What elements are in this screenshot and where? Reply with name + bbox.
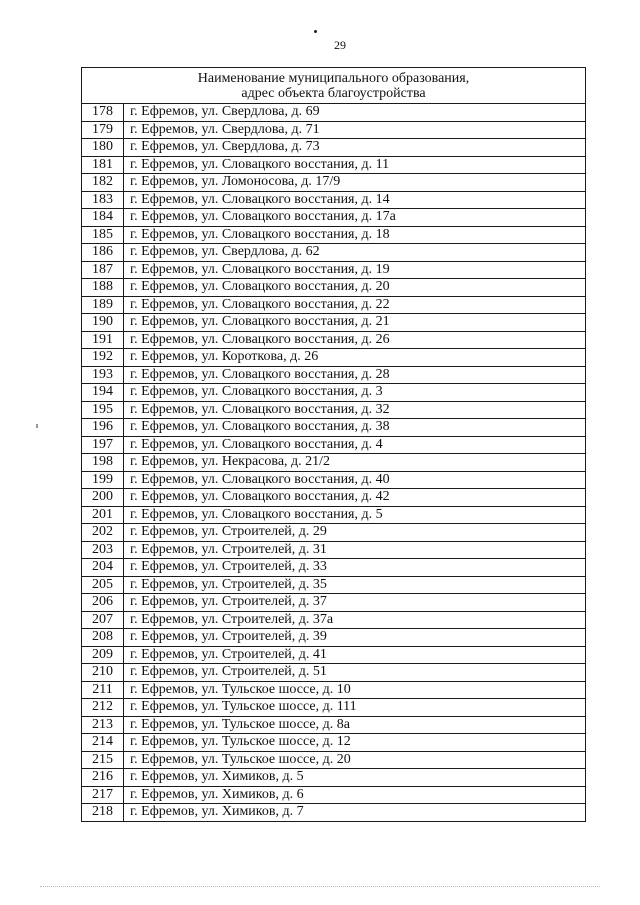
table-row bbox=[82, 471, 586, 489]
row-address: г. Ефремов, ул. Словацкого восстания, д. 22 bbox=[124, 296, 586, 314]
row-address: г. Ефремов, ул. Строителей, д. 37а bbox=[124, 611, 586, 629]
row-number: 180 bbox=[82, 139, 124, 157]
table-row bbox=[82, 384, 586, 402]
table-row bbox=[82, 209, 586, 227]
row-number: 190 bbox=[82, 314, 124, 332]
table-row bbox=[82, 419, 586, 437]
row-number: 212 bbox=[82, 699, 124, 717]
table-header-row bbox=[82, 68, 586, 104]
row-address: г. Ефремов, ул. Свердлова, д. 73 bbox=[124, 139, 586, 157]
row-number: 199 bbox=[82, 471, 124, 489]
row-number: 198 bbox=[82, 454, 124, 472]
table-row bbox=[82, 156, 586, 174]
table-row bbox=[82, 261, 586, 279]
table-row bbox=[82, 121, 586, 139]
row-address: г. Ефремов, ул. Словацкого восстания, д. 5 bbox=[124, 506, 586, 524]
row-number: 211 bbox=[82, 681, 124, 699]
address-table bbox=[81, 67, 586, 822]
scan-dot-mark bbox=[314, 30, 317, 33]
table-body bbox=[82, 104, 586, 822]
table-row bbox=[82, 716, 586, 734]
row-number: 191 bbox=[82, 331, 124, 349]
table-row bbox=[82, 314, 586, 332]
header-line-1: Наименование муниципального образования, bbox=[197, 71, 470, 86]
table-row bbox=[82, 279, 586, 297]
table-row bbox=[82, 454, 586, 472]
table-row bbox=[82, 681, 586, 699]
table-row bbox=[82, 401, 586, 419]
table-row bbox=[82, 296, 586, 314]
row-number: 178 bbox=[82, 104, 124, 122]
row-address: г. Ефремов, ул. Словацкого восстания, д. 28 bbox=[124, 366, 586, 384]
row-number: 189 bbox=[82, 296, 124, 314]
row-number: 215 bbox=[82, 751, 124, 769]
row-address: г. Ефремов, ул. Словацкого восстания, д. 18 bbox=[124, 226, 586, 244]
row-number: 216 bbox=[82, 769, 124, 787]
table-row bbox=[82, 751, 586, 769]
row-address: г. Ефремов, ул. Строителей, д. 51 bbox=[124, 664, 586, 682]
row-address: г. Ефремов, ул. Тульское шоссе, д. 10 bbox=[124, 681, 586, 699]
row-number: 181 bbox=[82, 156, 124, 174]
row-number: 193 bbox=[82, 366, 124, 384]
row-number: 202 bbox=[82, 524, 124, 542]
row-number: 201 bbox=[82, 506, 124, 524]
row-number: 195 bbox=[82, 401, 124, 419]
table-row bbox=[82, 174, 586, 192]
row-address: г. Ефремов, ул. Строителей, д. 39 bbox=[124, 629, 586, 647]
scan-margin-mark bbox=[36, 424, 38, 428]
table-row bbox=[82, 541, 586, 559]
row-number: 214 bbox=[82, 734, 124, 752]
row-address: г. Ефремов, ул. Словацкого восстания, д. 17а bbox=[124, 209, 586, 227]
row-number: 183 bbox=[82, 191, 124, 209]
row-address: г. Ефремов, ул. Строителей, д. 29 bbox=[124, 524, 586, 542]
row-address: г. Ефремов, ул. Словацкого восстания, д. 11 bbox=[124, 156, 586, 174]
row-number: 208 bbox=[82, 629, 124, 647]
row-address: г. Ефремов, ул. Ломоносова, д. 17/9 bbox=[124, 174, 586, 192]
row-address: г. Ефремов, ул. Тульское шоссе, д. 12 bbox=[124, 734, 586, 752]
table-row bbox=[82, 594, 586, 612]
row-number: 217 bbox=[82, 786, 124, 804]
table-row bbox=[82, 734, 586, 752]
row-address: г. Ефремов, ул. Словацкого восстания, д. 14 bbox=[124, 191, 586, 209]
row-number: 200 bbox=[82, 489, 124, 507]
row-number: 182 bbox=[82, 174, 124, 192]
row-number: 203 bbox=[82, 541, 124, 559]
table-row bbox=[82, 349, 586, 367]
row-address: г. Ефремов, ул. Свердлова, д. 69 bbox=[124, 104, 586, 122]
table-row bbox=[82, 506, 586, 524]
row-number: 213 bbox=[82, 716, 124, 734]
table-row bbox=[82, 611, 586, 629]
row-number: 192 bbox=[82, 349, 124, 367]
row-address: г. Ефремов, ул. Строителей, д. 35 bbox=[124, 576, 586, 594]
row-address: г. Ефремов, ул. Словацкого восстания, д. 4 bbox=[124, 436, 586, 454]
row-number: 185 bbox=[82, 226, 124, 244]
table-row bbox=[82, 559, 586, 577]
page-number: 29 bbox=[334, 38, 346, 52]
row-address: г. Ефремов, ул. Тульское шоссе, д. 20 bbox=[124, 751, 586, 769]
row-address: г. Ефремов, ул. Словацкого восстания, д. 26 bbox=[124, 331, 586, 349]
row-number: 207 bbox=[82, 611, 124, 629]
table-header bbox=[82, 68, 586, 104]
row-number: 196 bbox=[82, 419, 124, 437]
row-number: 209 bbox=[82, 646, 124, 664]
row-address: г. Ефремов, ул. Строителей, д. 41 bbox=[124, 646, 586, 664]
row-number: 194 bbox=[82, 384, 124, 402]
row-number: 206 bbox=[82, 594, 124, 612]
row-number: 218 bbox=[82, 804, 124, 822]
row-number: 204 bbox=[82, 559, 124, 577]
table-row bbox=[82, 699, 586, 717]
row-address: г. Ефремов, ул. Свердлова, д. 62 bbox=[124, 244, 586, 262]
row-number: 210 bbox=[82, 664, 124, 682]
table-row bbox=[82, 366, 586, 384]
row-number: 186 bbox=[82, 244, 124, 262]
table-row bbox=[82, 576, 586, 594]
table-row bbox=[82, 489, 586, 507]
table-row bbox=[82, 786, 586, 804]
row-address: г. Ефремов, ул. Строителей, д. 31 bbox=[124, 541, 586, 559]
row-number: 188 bbox=[82, 279, 124, 297]
row-address: г. Ефремов, ул. Словацкого восстания, д. 21 bbox=[124, 314, 586, 332]
row-address: г. Ефремов, ул. Словацкого восстания, д. 19 bbox=[124, 261, 586, 279]
row-address: г. Ефремов, ул. Словацкого восстания, д. 42 bbox=[124, 489, 586, 507]
row-address: г. Ефремов, ул. Строителей, д. 37 bbox=[124, 594, 586, 612]
row-number: 187 bbox=[82, 261, 124, 279]
row-address: г. Ефремов, ул. Строителей, д. 33 bbox=[124, 559, 586, 577]
table-row bbox=[82, 331, 586, 349]
row-address: г. Ефремов, ул. Словацкого восстания, д. 40 bbox=[124, 471, 586, 489]
row-address: г. Ефремов, ул. Словацкого восстания, д. 20 bbox=[124, 279, 586, 297]
table-row bbox=[82, 769, 586, 787]
row-number: 197 bbox=[82, 436, 124, 454]
row-address: г. Ефремов, ул. Химиков, д. 5 bbox=[124, 769, 586, 787]
header-line-2: адрес объекта благоустройства bbox=[241, 86, 426, 101]
scan-footer-noise bbox=[40, 886, 600, 888]
row-number: 179 bbox=[82, 121, 124, 139]
row-address: г. Ефремов, ул. Тульское шоссе, д. 111 bbox=[124, 699, 586, 717]
table-row bbox=[82, 244, 586, 262]
row-number: 205 bbox=[82, 576, 124, 594]
table-row bbox=[82, 524, 586, 542]
table-row bbox=[82, 191, 586, 209]
table-row bbox=[82, 226, 586, 244]
row-address: г. Ефремов, ул. Свердлова, д. 71 bbox=[124, 121, 586, 139]
table-row bbox=[82, 436, 586, 454]
table-row bbox=[82, 646, 586, 664]
row-address: г. Ефремов, ул. Словацкого восстания, д. 32 bbox=[124, 401, 586, 419]
row-address: г. Ефремов, ул. Тульское шоссе, д. 8а bbox=[124, 716, 586, 734]
row-address: г. Ефремов, ул. Некрасова, д. 21/2 bbox=[124, 454, 586, 472]
table-row bbox=[82, 629, 586, 647]
table-row bbox=[82, 664, 586, 682]
table-row bbox=[82, 804, 586, 822]
table-row bbox=[82, 139, 586, 157]
row-address: г. Ефремов, ул. Химиков, д. 7 bbox=[124, 804, 586, 822]
row-address: г. Ефремов, ул. Словацкого восстания, д. 38 bbox=[124, 419, 586, 437]
table-row bbox=[82, 104, 586, 122]
row-address: г. Ефремов, ул. Химиков, д. 6 bbox=[124, 786, 586, 804]
row-address: г. Ефремов, ул. Короткова, д. 26 bbox=[124, 349, 586, 367]
row-address: г. Ефремов, ул. Словацкого восстания, д. 3 bbox=[124, 384, 586, 402]
row-number: 184 bbox=[82, 209, 124, 227]
